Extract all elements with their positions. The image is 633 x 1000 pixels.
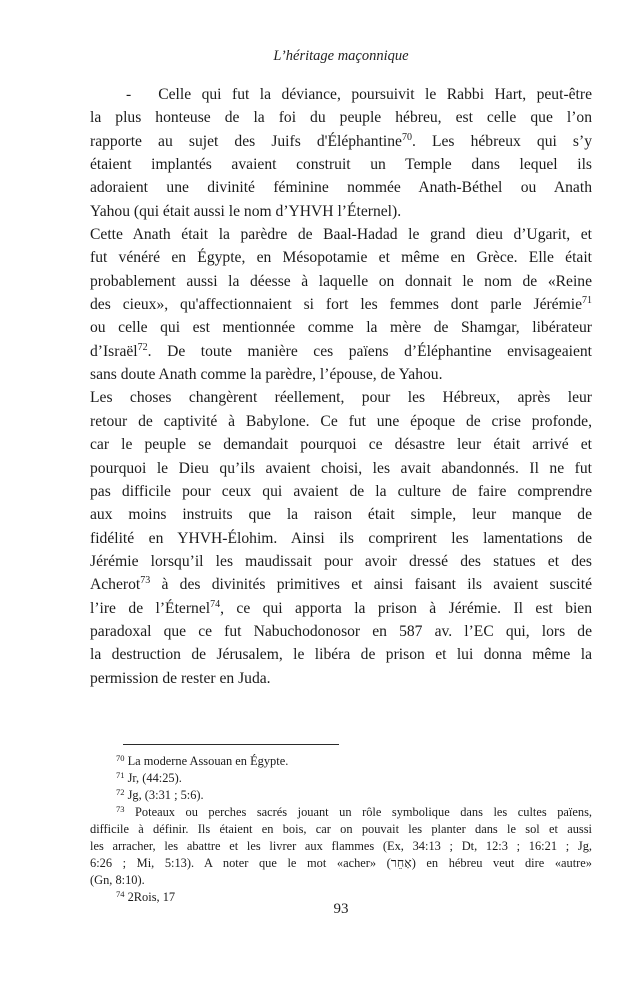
text-line: Acherot$^{73}$ à des divinités primitives et ainsi faisant ils avaient suscité	[90, 575, 592, 594]
text-line: retour de captivité à Babylone. Ce fut une époque de crise profonde,	[90, 412, 592, 430]
text-line: difficile à définir. Ils étaient en bois, car on pouvait les planter dans le sol et aussi	[90, 822, 592, 836]
text-line: (Gn, 8:10).	[90, 873, 145, 887]
text-line: Cette Anath était la parèdre de Baal-Hadad le grand dieu d’Ugarit, et	[90, 226, 592, 244]
text-line: probablement aussi la déesse à laquelle on donnait le nom de «Reine	[90, 272, 592, 290]
text-line: ou celle qui est mentionnée comme la mère de Shamgar, libérateur	[90, 319, 592, 337]
footnotes-block	[90, 753, 592, 906]
footnote-ref: 72	[137, 341, 148, 353]
text-line: adoraient une divinité féminine nommée Anath-Béthel ou Anath	[90, 179, 592, 197]
text-line: l’ire de l’Éternel$^{74}$, ce qui apporta la prison à Jérémie. Il est bien	[90, 598, 592, 617]
text-line: 6:26 ; Mi, 5:13). A noter que le mot «acher» (אַחֵר) en hébreu veut dire «autre»	[90, 856, 592, 870]
paragraph	[90, 386, 592, 689]
text-line: permission de rester en Juda.	[90, 669, 271, 687]
text-line: Jérémie lorsqu’il les maudissait pour avoir dressé des statues et des	[90, 552, 592, 570]
text-line: d’Israël$^{72}$. De toute manière ces païens d’Éléphantine envisageaient	[90, 341, 592, 360]
indent-spacer	[90, 764, 116, 765]
page-number: 93	[333, 901, 349, 917]
text-line: sans doute Anath comme la parèdre, l’épouse, de Yahou.	[90, 366, 443, 384]
indent-spacer	[131, 98, 158, 99]
text-line: $^{72}$ Jg, (3:31 ; 5:6).	[90, 787, 592, 804]
indent-spacer	[90, 798, 116, 799]
footnote-ref: 73	[140, 575, 151, 587]
text-line: $^{73}$ Poteaux ou perches sacrés jouant un rôle symbolique dans les cultes païens,	[90, 804, 592, 821]
footnote-ref: 73	[116, 804, 125, 814]
text-line: $^{74}$ 2Rois, 17	[90, 889, 592, 906]
text-line: pas difficile pour ceux qui avaient de la culture de faire comprendre	[90, 482, 592, 500]
text-line: des cieux», qu'affectionnaient si fort les femmes dont parle Jérémie$^{71}$	[90, 295, 592, 314]
body-text-block	[90, 83, 592, 690]
text-line: Yahou (qui était aussi le nom d’YHVH l’Éternel).	[90, 202, 402, 220]
paragraph	[90, 83, 592, 223]
text-line: la destruction de Jérusalem, le libéra de prison et lui donna même la	[90, 646, 592, 664]
footnote-ref: 71	[582, 295, 592, 307]
text-line: les arracher, les abattre et les livrer aux flammes (Ex, 34:13 ; Dt, 12:3 ; 16:21 ; Jg,	[90, 839, 592, 853]
footnote-ref: 74	[116, 889, 125, 899]
text-line: car le peuple se demandait pourquoi ce désastre leur était arrivé et	[90, 436, 592, 454]
footnote-ref: 72	[116, 787, 125, 797]
running-header: L’héritage maçonnique	[273, 48, 409, 64]
text-line: la plus honteuse de la foi du peuple hébreu, est celle que l’on	[90, 109, 592, 127]
text-line: étaient implantés avaient construit un Temple dans lequel ils	[90, 156, 592, 174]
text-line: - Celle qui fut la déviance, poursuivit le Rabbi Hart, peut-être	[90, 83, 592, 106]
text-line: $^{71}$ Jr, (44:25).	[90, 770, 592, 787]
text-line: pourquoi le Dieu qu’ils avaient choisi, les avait abandonnés. Il ne fut	[90, 459, 592, 477]
indent-spacer	[90, 815, 116, 816]
text-line: Les choses changèrent réellement, pour les Hébreux, après leur	[90, 389, 592, 407]
footnote-ref: 71	[116, 770, 125, 780]
text-line: fidélité en YHVH-Élohim. Ainsi ils comprirent les lamentations de	[90, 529, 592, 547]
indent-spacer	[90, 98, 126, 99]
footnote-ref: 74	[210, 598, 221, 610]
indent-spacer	[90, 781, 116, 782]
text-line: $^{70}$ La moderne Assouan en Égypte.	[90, 753, 592, 770]
footnote-ref: 70	[116, 753, 125, 763]
footnote-ref: 70	[401, 131, 412, 143]
text-line: fut vénéré en Égypte, en Mésopotamie et même en Grèce. Elle était	[90, 249, 592, 267]
footnote-separator	[123, 744, 339, 745]
text-line: paradoxal que ce fut Nabuchodonosor en 587 av. l’EC qui, lors de	[90, 622, 592, 640]
paragraph	[90, 223, 592, 386]
text-line: rapporte au sujet des Juifs d'Éléphantine$^{70}$. Les hébreux qui s’y	[90, 131, 592, 150]
text-line: aux moins instruits que la raison était simple, leur manque de	[90, 506, 592, 524]
